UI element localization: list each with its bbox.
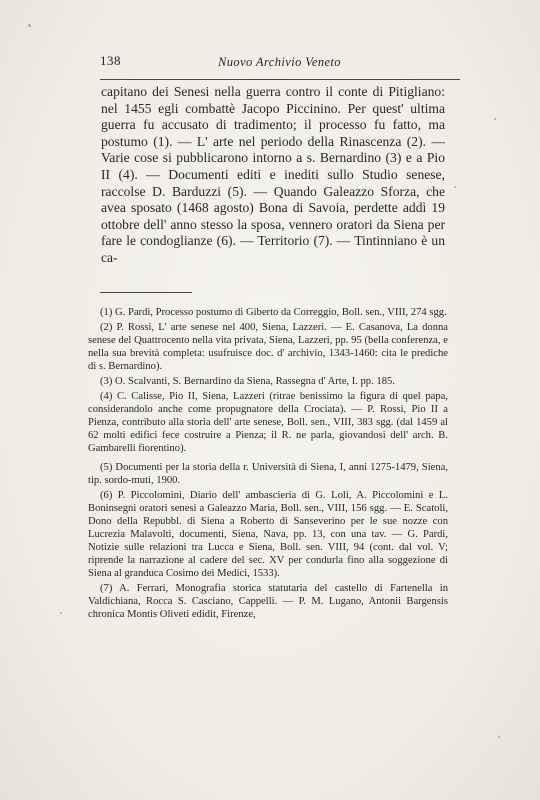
page-header [100, 53, 460, 77]
footnote-6: (6) P. Piccolomini, Diario dell' ambascieria di G. Loli, A. Piccolomini e L. Boninsegni oratori senesi a Galeazzo Maria, Boll. sen., VIII, 156 sgg. — E. Scatoli, Dono della Repubbl. di Siena a Roberto di Sanseverino per le sue nozze con Lucrezia Malavolti, documenti, Siena, Nava, pp. 13, con una tav. — G. Pardi, Notizie sulle relazioni tra Lucca e Siena, Boll. sen. VIII, 94 (cont. dal vol. V; riprende la narrazione al cadere del sec. XV per condurla fino alla soggezione di Siena al granduca Cosimo dei Medici, 1533). [88, 490, 448, 579]
footnote-1: (1) G. Pardi, Processo postumo di Giberto da Correggio, Boll. sen., VIII, 274 sgg. [100, 307, 447, 318]
page-number: 138 [100, 53, 121, 68]
body-text [101, 84, 445, 267]
paper-speck [498, 736, 500, 738]
footnote-2: (2) P. Rossi, L' arte senese nel 400, Siena, Lazzeri. — E. Casanova, La donna senese del Quattrocento nella vita privata, Siena, Lazzeri, pp. 95 (bella conferenza, e nella sua brevità completa: usufruisce doc. d' archivio, 1343-1460: cita le prediche di s. Bernardino). [88, 322, 448, 372]
footnote-7: (7) A. Ferrari, Monografia storica statutaria del castello di Fartenella in Valdichiana, Rocca S. Casciano, Cappelli. — P. M. Lugano, Antonii Bargensis chronica Montis Oliveti edidit, Firenze, [88, 583, 448, 620]
footnote-3: (3) O. Scalvanti, S. Bernardino da Siena, Rassegna d' Arte, I. pp. 185. [100, 376, 395, 387]
running-title: Nuovo Archivio Veneto [218, 55, 341, 69]
footnote-4: (4) C. Calisse, Pio II, Siena, Lazzeri (ritrae benissimo la figura di quel papa, considerandolo anche come propugnatore della Crociata). — P. Rossi, Pio II a Pienza, contributo alla storia dell' arte senese, Boll. sen., VIII, 383 sgg. (dal 1459 al 62 molti edifici fece costruire a Pienza; il R. ne parla, giovandosi dell' arch. B. Gambarelli fiorentino). [88, 391, 448, 454]
paper-speck [28, 24, 31, 27]
footnotes [88, 306, 448, 623]
body-paragraph: capitano dei Senesi nella guerra contro il conte di Pitigliano: nel 1455 egli combattè Jacopo Piccinino. Per quest' ultima guerra fu accusato di tradimento; il processo fu fatto, ma postumo (1). — L' arte nel periodo della Rinascenza (2). — Varie cose si pubblicarono intorno a s. Bernardino (3) e a Pio II (4). — Documenti editi e inediti sullo Studio senese, raccolse D. Barduzzi (5). — Quando Galeazzo Sforza, che avea sposato (1468 agosto) Bona di Savoia, perdette addì 19 ottobre dell' anno stesso la sposa, vennero oratori da Siena per fare le condoglianze (6). — Territorio (7). — Tintinniano è un ca- [101, 84, 445, 265]
paper-speck [454, 186, 456, 188]
paper-speck [494, 118, 496, 120]
paper-speck [60, 612, 62, 614]
footnote-separator [100, 292, 192, 293]
footnote-5: (5) Documenti per la storia della r. Università di Siena, I, anni 1275-1479, Siena, tip. sordo-muti, 1900. [88, 462, 448, 486]
header-rule [100, 79, 460, 80]
